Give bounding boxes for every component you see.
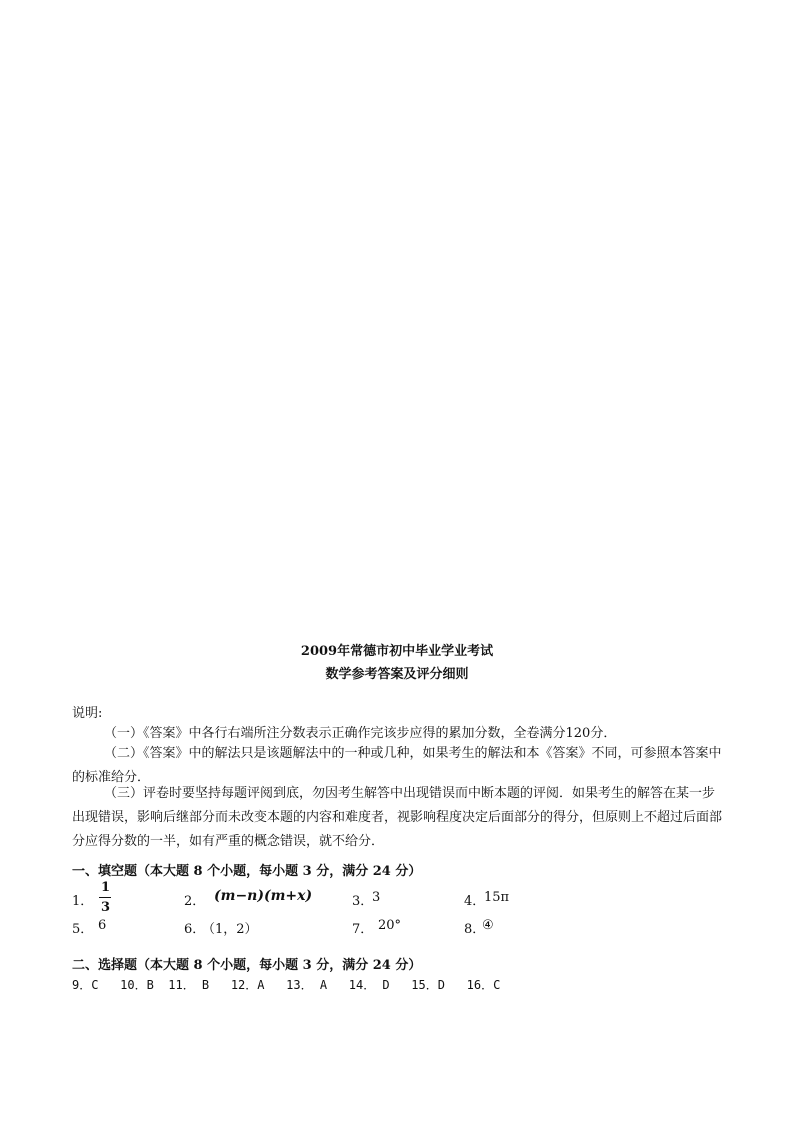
note-item-2: （二）《答案》中的解法只是该题解法中的一种或几种，如果考生的解法和本《答案》不同，可参照本答案中的标准给分． — [72, 746, 722, 785]
answer-6-number: 6． — [184, 922, 206, 937]
answer-8-number: 8． — [464, 922, 486, 937]
section-fill-in-heading: 一、填空题（本大题 8 个小题，每小题 3 分，满分 24 分） — [72, 864, 422, 879]
note-item-3: （三）评卷时要坚持每题评阅到底，勿因考生解答中出现错误而中断本题的评阅．如果考生的解答在某一步出现错误，影响后继部分而未改变本题的内容和难度者，视影响程度决定后面部分的得分，但原则上不超过后面部分应得分数的一半，如有严重的概念错误，就不给分． — [72, 786, 723, 849]
answer-1-denominator: 3 — [101, 900, 111, 915]
answer-5-value: 6 — [98, 918, 107, 933]
answer-8-value: ④ — [482, 918, 494, 933]
exam-subtitle: 数学参考答案及评分细则 — [325, 667, 469, 682]
answer-1-numerator: 1 — [101, 880, 111, 895]
exam-title: 2009年常德市初中毕业学业考试 — [300, 644, 494, 659]
answer-5-number: 5． — [72, 922, 94, 937]
choice-answers-line: 9．C 10．B 11． B 12．A 13． A 14． D 15．D 16．C — [72, 978, 501, 992]
answer-3-number: 3． — [352, 894, 374, 909]
answer-7-number: 7． — [352, 922, 374, 937]
answer-4-value: 15π — [484, 890, 510, 905]
answer-2-number: 2． — [184, 894, 206, 909]
answer-1-number: 1． — [72, 894, 94, 909]
answer-3-value: 3 — [372, 890, 381, 905]
fraction-bar — [99, 897, 111, 898]
section-choice-heading: 二、选择题（本大题 8 个小题，每小题 3 分，满分 24 分） — [72, 958, 422, 973]
answer-7-value: 20° — [378, 918, 402, 933]
answer-4-number: 4． — [464, 894, 486, 909]
answer-2-value: (m−n)(m+x) — [214, 888, 313, 904]
notes-heading: 说明: — [72, 706, 103, 721]
note-item-1: （一）《答案》中各行右端所注分数表示正确作完该步应得的累加分数，全卷满分120分． — [104, 726, 617, 741]
answer-6-value: （1，2） — [202, 922, 258, 937]
